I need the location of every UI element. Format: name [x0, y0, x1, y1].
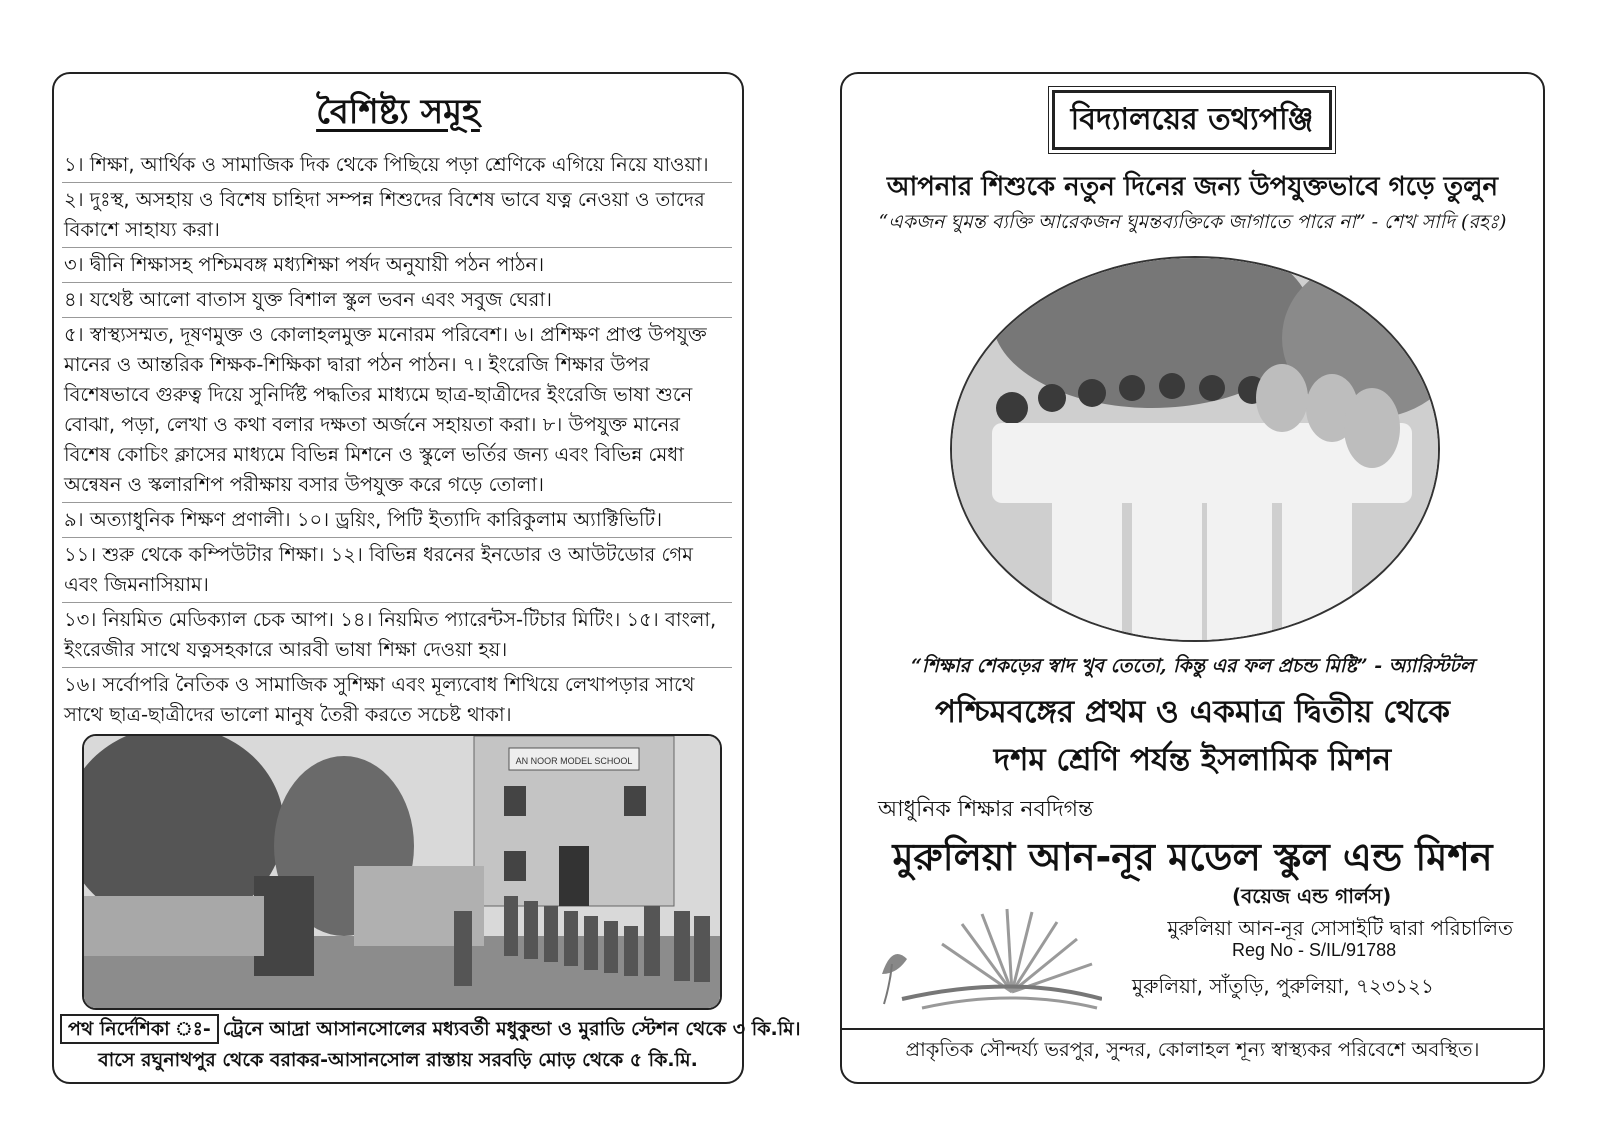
school-name: মুরুলিয়া আন-নূর মডেল স্কুল এন্ড মিশন [892, 835, 1493, 879]
mission-headline-line2: দশম শ্রেণি পর্যন্ত ইসলামিক মিশন [993, 742, 1392, 778]
quote-sheikh-sadi: “একজন ঘুমন্ত ব্যক্তি আরেকজন ঘুমন্তব্যক্তিকে জাগাতে পারে না” - শেখ সাদি (রহঃ) [878, 211, 1507, 233]
school-info-panel [840, 72, 1545, 1084]
boys-girls-label: (বয়েজ এন্ড গার্লস) [1232, 884, 1392, 908]
feature-item-9: ৯। অত্যাধুনিক শিক্ষণ প্রণালী। ১০। ড্রয়িং, পিটি ইত্যাদি কারিকুলাম অ্যাক্টিভিটি। [62, 505, 732, 538]
directions-train-text: ট্রেনে আদ্রা আসানসোলের মধ্যবর্তী মধুকুন্ডা ও মুরাডি স্টেশন থেকে ৩ কি.মি। [222, 1018, 801, 1040]
mission-headline [842, 688, 1543, 784]
sunrise-logo [862, 904, 1102, 1014]
feature-item-2: ২। দুঃস্থ, অসহায় ও বিশেষ চাহিদা সম্পন্ন শিশুদের বিশেষ ভাবে যত্ন নেওয়া ও তাদের বিকাশে সাহায্য করা। [62, 185, 732, 248]
feature-item-16: ১৬। সর্বোপরি নৈতিক ও সামাজিক সুশিক্ষা এবং মূল্যবোধ শিখিয়ে লেখাপড়ার সাথে সাথে ছাত্র-ছাত্রীদের ভালো মানুষ তৈরী করতে সচেষ্ট থাকা। [64, 673, 695, 726]
feature-item-11: ১১। শুরু থেকে কম্পিউটার শিক্ষা। ১২। বিভিন্ন ধরনের ইনডোর ও আউটডোর গেম এবং জিমনাসিয়াম। [62, 540, 732, 603]
students-group-photo [950, 256, 1440, 642]
quote-aristotle: “শিক্ষার শেকড়ের স্বাদ খুব তেতো, কিন্তু এর ফল প্রচন্ড মিষ্টি” - অ্যারিস্টটল [911, 655, 1474, 677]
mission-headline-line1: পশ্চিমবঙ্গের প্রথম ও একমাত্র দ্বিতীয় থেকে [935, 694, 1450, 730]
feature-item-13: ১৩। নিয়মিত মেডিক্যাল চেক আপ। ১৪। নিয়মিত প্যারেন্টস-টিচার মিটিং। ১৫। বাংলা, ইংরেজীর সাথে যত্নসহকারে আরবী ভাষা শিক্ষা দেওয়া হয়। [62, 605, 732, 668]
bottom-divider [842, 1028, 1543, 1030]
feature-item-5: ৫। স্বাস্থ্যসম্মত, দূষণমুক্ত ও কোলাহলমুক্ত মনোরম পরিবেশ। ৬। প্রশিক্ষণ প্রাপ্ত উপযুক্ত মানের ও আন্তরিক শিক্ষক-শিক্ষিকা দ্বারা পঠন পাঠন। ৭। ইংরেজি শিক্ষার উপর বিশেষভাবে গুরুত্ব দিয়ে সুনির্দিষ্ট পদ্ধতির মাধ্যমে ছাত্র-ছাত্রীদের ইংরেজি ভাষা শুনে বোঝা, পড়া, লেখা ও কথা বলার দক্ষতা অর্জনে সহায়তা করা। ৮। উপযুক্ত মানের বিশেষ কোচিং ক্লাসের মাধ্যমে বিভিন্ন মিশনে ও স্কুলে ভর্তির জন্য এবং বিভিন্ন মেধা অন্বেষন ও স্কলারশিপ পরীক্ষায় বসার উপযুক্ত করে গড়ে তোলা। [62, 320, 732, 503]
features-panel [52, 72, 801, 1084]
directions-label: পথ নির্দেশিকা ঃ- [60, 1014, 219, 1044]
feature-item-4: ৪। যথেষ্ট আলো বাতাস যুক্ত বিশাল স্কুল ভবন এবং সবুজ ঘেরা। [62, 285, 732, 318]
directions [60, 1014, 801, 1076]
directions-bus: বাসে রঘুনাথপুর থেকে বরাকর-আসানসোল রাস্তায় সরবড়ি মোড় থেকে ৫ কি.মি. [98, 1049, 698, 1071]
registration-number: Reg No - S/IL/91788 [1232, 940, 1397, 960]
subtitle: আধুনিক শিক্ষার নবদিগন্ত [878, 797, 1094, 822]
address: মুরুলিয়া, সাঁতুড়ি, পুরুলিয়া, ৭২৩১২১ [1132, 974, 1434, 998]
school-building-photo [82, 734, 722, 1010]
feature-item-1: ১। শিক্ষা, আর্থিক ও সামাজিক দিক থেকে পিছিয়ে পড়া শ্রেণিকে এগিয়ে নিয়ে যাওয়া। [62, 150, 732, 183]
info-title: বিদ্যালয়ের তথ্যপঞ্জি [1052, 90, 1332, 150]
directions-train [60, 1014, 801, 1044]
tagline: আপনার শিশুকে নতুন দিনের জন্য উপযুক্তভাবে গড়ে তুলুন [886, 172, 1499, 202]
feature-item-3: ৩। দ্বীনি শিক্ষাসহ পশ্চিমবঙ্গ মধ্যশিক্ষা পর্ষদ অনুযায়ী পঠন পাঠন। [62, 250, 732, 283]
features-list [62, 150, 732, 734]
features-heading-text: বৈশিষ্ট্য সমূহ [316, 92, 480, 132]
environment-note: প্রাকৃতিক সৌন্দর্য্য ভরপুর, সুন্দর, কোলাহল শূন্য স্বাস্থ্যকর পরিবেশে অবস্থিত। [905, 1038, 1480, 1061]
features-heading [54, 86, 742, 143]
school-sign-text: AN NOOR MODEL SCHOOL [515, 756, 633, 766]
managed-by: মুরুলিয়া আন-নূর সোসাইটি দ্বারা পরিচালিত [1167, 916, 1513, 940]
